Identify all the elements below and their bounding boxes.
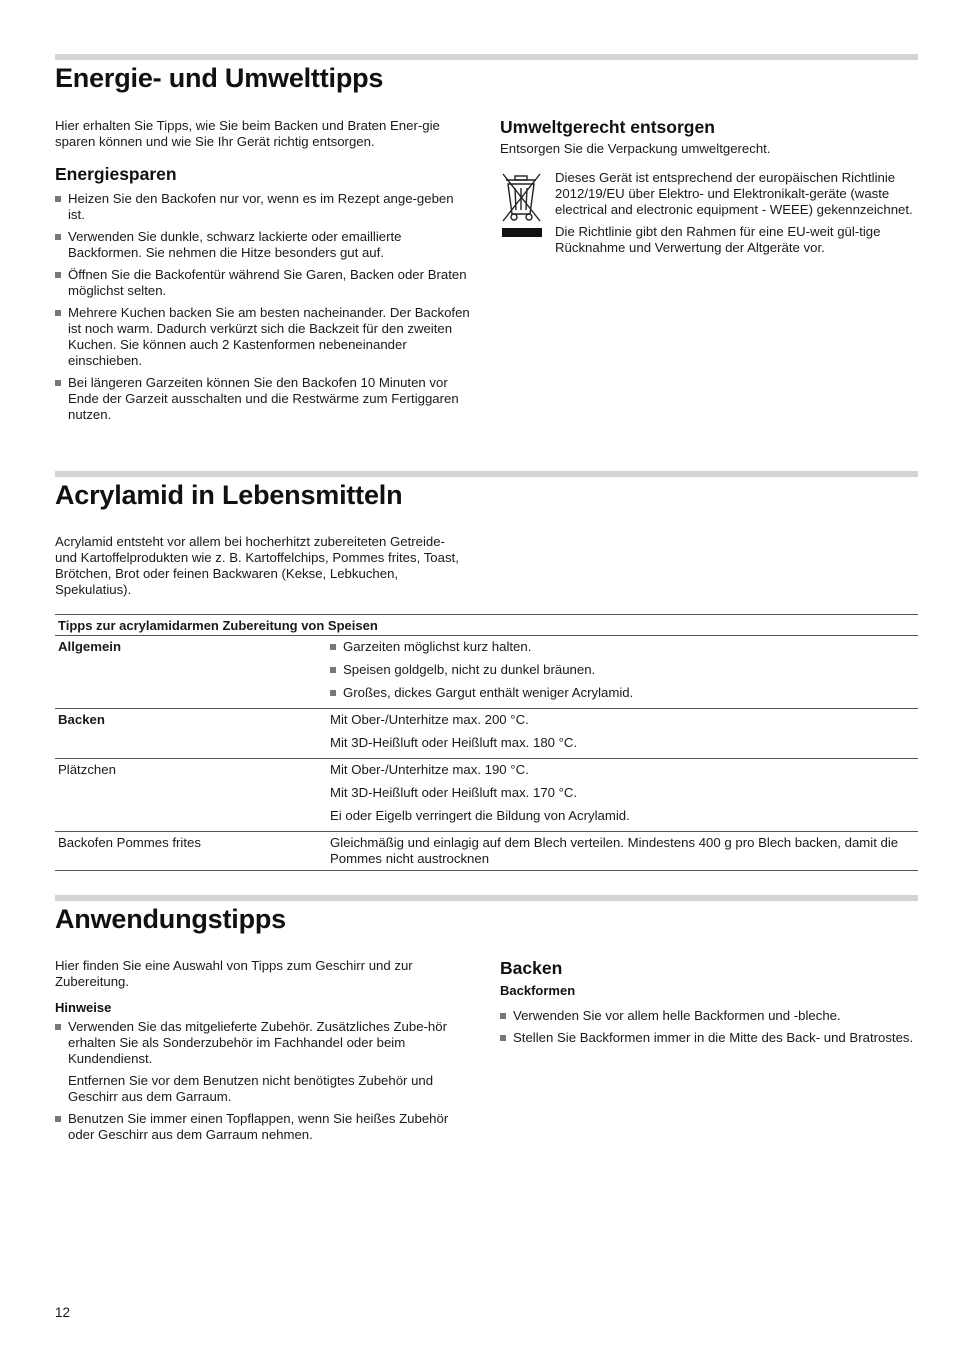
- section-title-usage: Anwendungstipps: [55, 904, 286, 934]
- energy-list: [55, 191, 473, 423]
- table-row: [55, 832, 918, 871]
- acrylamide-tips-table: [55, 614, 918, 871]
- list-item: Stellen Sie Backformen immer in die Mitte des Back- und Bratrostes.: [500, 1030, 918, 1046]
- square-bullet-icon: [330, 667, 336, 673]
- square-bullet-icon: [55, 310, 61, 316]
- section-rule: [55, 471, 918, 477]
- usage-right-column: [500, 958, 918, 1052]
- square-bullet-icon: [500, 1013, 506, 1019]
- square-bullet-icon: [55, 196, 61, 202]
- usage-intro: Hier finden Sie eine Auswahl von Tipps zum Geschirr und zur Zubereitung.: [55, 958, 413, 989]
- disposal-intro: Entsorgen Sie die Verpackung umweltgerecht.: [500, 141, 771, 156]
- list-item: Verwenden Sie das mitgelieferte Zubehör. Zusätzliches Zube-hör erhalten Sie als Sonderzubehör im Fachhandel oder beim Kundendienst. Entfernen Sie vor dem Benutzen nicht benötigtes Zubehör und Geschirr aus dem Garraum.: [55, 1019, 473, 1105]
- row-label: Allgemein: [55, 636, 327, 709]
- list-item: Mehrere Kuchen backen Sie am besten nacheinander. Der Backofen ist noch warm. Dadurch verkürzt sich die Backzeit für den zweiten Kuchen. Sie können auch 2 Kastenformen nebeneinander einschieben.: [55, 305, 473, 369]
- section-title-energy: Energie- und Umwelttipps: [55, 63, 384, 93]
- energy-column: [55, 118, 473, 429]
- list-item: Verwenden Sie dunkle, schwarz lackierte oder emaillierte Backformen. Sie nehmen die Hitze besonders gut auf.: [55, 229, 473, 261]
- row-label: Backen: [55, 709, 327, 759]
- square-bullet-icon: [55, 272, 61, 278]
- section-title-acrylamide: Acrylamid in Lebensmitteln: [55, 480, 403, 510]
- table-row: [55, 709, 918, 759]
- baking-subheading: Backformen: [500, 983, 576, 998]
- row-label: Backofen Pommes frites: [55, 832, 327, 871]
- baking-heading: Backen: [500, 958, 563, 978]
- row-label: Plätzchen: [55, 759, 327, 832]
- notes-list: [55, 1019, 473, 1143]
- list-item: Öffnen Sie die Backofentür während Sie Garen, Backen oder Braten möglichst selten.: [55, 267, 473, 299]
- notes-heading: Hinweise: [55, 1000, 112, 1015]
- energy-heading: Energiesparen: [55, 164, 177, 184]
- list-item: Verwenden Sie vor allem helle Backformen und -bleche.: [500, 1008, 918, 1024]
- weee-text: [555, 170, 917, 256]
- list-item: Bei längeren Garzeiten können Sie den Backofen 10 Minuten vor Ende der Garzeit ausschalten und die Restwärme zum Fertiggaren nutzen.: [55, 375, 473, 423]
- table-header: Tipps zur acrylamidarmen Zubereitung von Speisen: [55, 615, 918, 636]
- row-content: Garzeiten möglichst kurz halten. Speisen goldgelb, nicht zu dunkel bräunen. Großes, dickes Gargut enthält weniger Acrylamid.: [327, 636, 918, 709]
- acrylamide-intro: Acrylamid entsteht vor allem bei hocherhitzt zubereiteten Getreide- und Kartoffelprodukten wie z. B. Kartoffelchips, Pommes frites, Toast, Brötchen, Brot oder feinen Backwaren (Kekse, Lebkuchen, Spekulatius).: [55, 534, 459, 597]
- weee-paragraph: Die Richtlinie gibt den Rahmen für eine EU-weit gül-tige Rücknahme und Verwertung der Altgeräte vor.: [555, 224, 881, 255]
- list-item: Benutzen Sie immer einen Topflappen, wenn Sie heißes Zubehör oder Geschirr aus dem Garraum nehmen.: [55, 1111, 473, 1143]
- section-rule: [55, 895, 918, 901]
- list-item: Heizen Sie den Backofen nur vor, wenn es im Rezept ange-geben ist.: [55, 191, 473, 223]
- square-bullet-icon: [55, 1116, 61, 1122]
- row-content: Mit Ober-/Unterhitze max. 190 °C. Mit 3D-Heißluft oder Heißluft max. 170 °C. Ei oder Eigelb verringert die Bildung von Acrylamid.: [327, 759, 918, 832]
- table-row: [55, 636, 918, 709]
- table-row: [55, 759, 918, 832]
- square-bullet-icon: [55, 380, 61, 386]
- square-bullet-icon: [55, 234, 61, 240]
- square-bullet-icon: [500, 1035, 506, 1041]
- weee-paragraph: Dieses Gerät ist entsprechend der europäischen Richtlinie 2012/19/EU über Elektro- und Elektronikalt-geräte (waste electrical and electronic equipment - WEEE) gekennzeichnet.: [555, 170, 913, 217]
- square-bullet-icon: [55, 1024, 61, 1030]
- energy-intro: Hier erhalten Sie Tipps, wie Sie beim Backen und Braten Ener-gie sparen können und wie Sie Ihr Gerät richtig entsorgen.: [55, 118, 440, 149]
- page-number: 12: [55, 1305, 71, 1320]
- section-rule: [55, 54, 918, 60]
- row-content: Mit Ober-/Unterhitze max. 200 °C. Mit 3D-Heißluft oder Heißluft max. 180 °C.: [327, 709, 918, 759]
- square-bullet-icon: [330, 644, 336, 650]
- acrylamide-intro-block: [55, 534, 465, 598]
- disposal-heading: Umweltgerecht entsorgen: [500, 117, 715, 137]
- crossed-out-wheelie-bin-icon: [500, 172, 544, 238]
- square-bullet-icon: [330, 690, 336, 696]
- baking-list: [500, 1008, 918, 1046]
- usage-left-column: [55, 958, 473, 1149]
- row-content: Gleichmäßig und einlagig auf dem Blech verteilen. Mindestens 400 g pro Blech backen, damit die Pommes nicht austrocknen: [327, 832, 918, 871]
- disposal-column: [500, 117, 918, 157]
